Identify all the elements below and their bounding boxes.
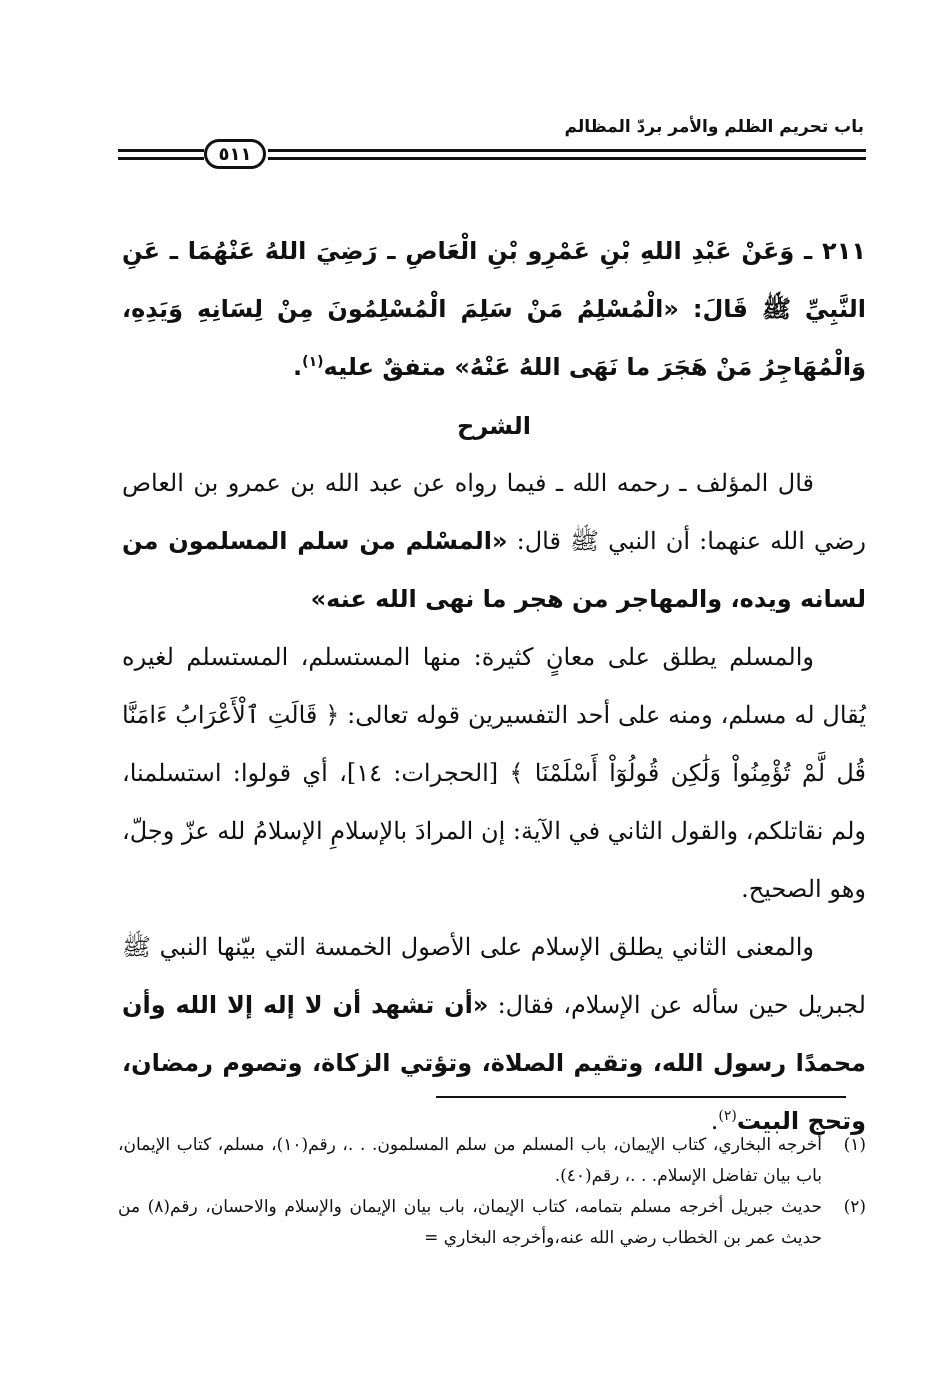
section-title: الشرح [457, 412, 531, 440]
paragraph-text: والمعنى الثاني يطلق الإسلام على الأصول الخمسة التي بيّنها النبي ﷺ لجبريل حين سأله عن الإسلام، فقال: [122, 933, 866, 1019]
footnote-separator [436, 1096, 846, 1098]
page-number: ٥١١ [204, 139, 266, 169]
paragraph-end: . [710, 1107, 719, 1135]
paragraph [122, 918, 866, 1150]
footnote [118, 1130, 866, 1192]
quoted-hadith: «المسْلم من سلم المسلمون من لسانه ويده، والمهاجر من هجر ما نهى الله عنه» [122, 527, 866, 613]
paragraph [122, 454, 866, 628]
footnote-ref: (٢) [718, 1108, 737, 1124]
footnote-number: (١) [843, 1135, 866, 1155]
header-rule [118, 157, 204, 160]
footnote [118, 1192, 866, 1254]
page-header [118, 115, 866, 175]
footnote-number: (٢) [843, 1197, 866, 1217]
hadith-line: قَالَ: «الْمُسْلِمُ مَنْ سَلِمَ الْمُسْلِمُونَ مِنْ لِسَانِهِ وَيَدِهِ، وَالْمُهَاجِرُ مَنْ هَجَرَ ما نَهَى اللهُ [122, 295, 866, 381]
footnote-text: أخرجه البخاري، كتاب الإيمان، باب المسلم من سلم المسلمون. . .، رقم(١٠)، مسلم، كتاب الإيمان، باب بيان تفاضل الإسلام. . .، رقم(٤٠). [118, 1135, 822, 1186]
header-rule [268, 149, 866, 152]
paragraph [122, 628, 866, 918]
footnotes [118, 1130, 866, 1254]
page-body [122, 222, 866, 1150]
running-title: باب تحريم الظلم والأمر بردّ المظالم [564, 117, 864, 137]
hadith-line: ٢١١ ـ وَعَنْ عَبْدِ اللهِ بْنِ عَمْرِو بْنِ الْعَاصِ ـ رَضِيَ اللهُ عَنْهُمَا ـ عَنِ النَّبِيِّ ﷺ [122, 237, 866, 323]
paragraph-text: والمسلم يطلق على معانٍ كثيرة: منها المستسلم، المستسلم لغيره يُقال له مسلم، ومنه على أحد التفسيرين قوله تعالى: ﴿ قَالَتِ ٱلْأَعْرَابُ ءَامَنَّا قُل لَّمْ تُؤْمِنُواْ وَلَٰكِن قُولُوٓاْ أَسْلَمْنَا ﴾ [الحجرات: ١٤]، أي قولوا: استسلمنا، ولم نقاتلكم، والقول الثاني في الآية: إن المرادَ بالإسلامِ الإسلامُ لله عزّ وجلّ، وهو الصحيح. [122, 643, 867, 903]
hadith-line: عَنْهُ» متفقٌ عليه [323, 353, 511, 381]
header-rule [268, 157, 866, 160]
footnote-ref: (١) [302, 354, 324, 370]
header-rule [118, 149, 204, 152]
paragraph-text: قال المؤلف ـ رحمه الله ـ فيما رواه عن عبد الله بن عمرو بن العاص رضي الله عنهما: أن النبي ﷺ قال: [122, 469, 866, 555]
hadith-text: ٢١١ ـ وَعَنْ عَبْدِ اللهِ بْنِ عَمْرِو بْنِ الْعَاصِ ـ رَضِيَ اللهُ عَنْهُمَا ـ عَنِ النَّبِيِّ ﷺ قَالَ: «الْمُسْلِمُ مَنْ سَلِمَ الْمُسْلِمُونَ مِنْ لِسَانِهِ وَيَدِهِ، وَالْمُهَاجِرُ مَنْ هَجَرَ ما نَهَى اللهُ عَنْهُ» متفقٌ عليه$^{(١)}$. [122, 237, 866, 381]
quoted-hadith: «أن تشهد أن لا إله إلا الله وأن محمدًا رسول الله، وتقيم الصلاة، وتؤتي الزكاة، وتصوم رمضان، وتحج البيت [122, 991, 866, 1135]
footnote-text: حديث جبريل أخرجه مسلم بتمامه، كتاب الإيمان، باب بيان الإيمان والإسلام والاحسان، رقم(٨) من حديث عمر بن الخطاب رضي الله عنه،وأخرجه البخاري = [118, 1197, 822, 1248]
